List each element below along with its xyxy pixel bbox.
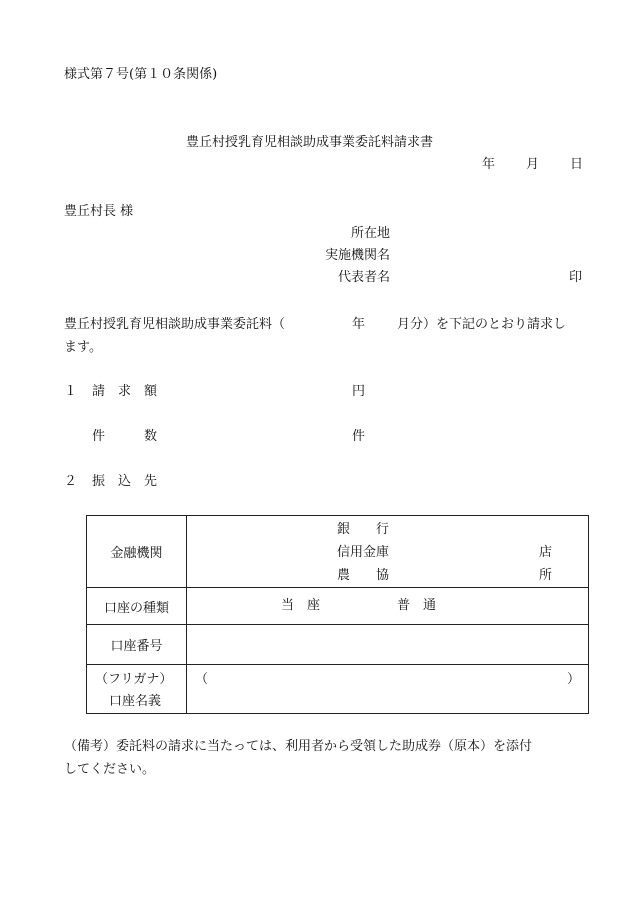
account-type-label: 口座の種類 [87, 588, 187, 625]
account-name-cell[interactable] [187, 665, 589, 714]
bank-transfer-table [86, 515, 589, 714]
furigana-label: （フリガナ） [95, 672, 173, 687]
representative-label: 代表者名 [338, 270, 391, 285]
option-ordinary: 普 通 [397, 598, 437, 613]
option-bank: 銀 行 [337, 522, 390, 537]
financial-institution-row [87, 516, 589, 588]
furigana-paren-open: （ [195, 672, 209, 687]
account-number-cell[interactable] [187, 625, 589, 665]
account-name-label-cell [87, 665, 187, 714]
option-nokyo: 農 協 [337, 568, 390, 583]
addressee: 豊丘村長 様 [64, 204, 134, 219]
date-day: 日 [570, 157, 584, 172]
account-name-row [87, 665, 589, 714]
form-number: 様式第７号(第１０条関係) [64, 67, 218, 82]
branch-office: 所 [539, 568, 553, 583]
request-line2: ます。 [64, 340, 102, 355]
date-year: 年 [482, 157, 496, 172]
note-line2: してください。 [64, 762, 156, 777]
count-unit: 件 [352, 429, 366, 444]
amount-unit: 円 [352, 384, 366, 399]
address-label: 所在地 [351, 226, 391, 241]
document-title: 豊丘村授乳育児相談助成事業委託料請求書 [186, 135, 434, 150]
count-label: 件 数 [92, 429, 158, 444]
seal-mark: 印 [569, 270, 583, 285]
furigana-paren-close: ） [567, 672, 581, 687]
request-line1-month-suffix: 月分）を下記のとおり請求し [397, 317, 567, 332]
branch-store: 店 [539, 545, 553, 560]
transfer-label: 振 込 先 [92, 474, 158, 489]
account-number-row [87, 625, 589, 665]
account-type-cell[interactable] [187, 588, 589, 625]
transfer-number: ２ [64, 474, 78, 489]
note-line1: （備考）委託料の請求に当たっては、利用者から受領した助成券（原本）を添付 [64, 739, 533, 754]
account-type-row [87, 588, 589, 625]
financial-institution-label: 金融機関 [87, 516, 187, 588]
date-month: 月 [526, 157, 540, 172]
account-name-label: 口座名義 [109, 694, 162, 709]
financial-institution-cell[interactable] [187, 516, 589, 588]
request-line1-prefix: 豊丘村授乳育児相談助成事業委託料（ [64, 317, 286, 332]
amount-label: 請 求 額 [92, 384, 158, 399]
request-line1-year: 年 [352, 317, 366, 332]
option-shinkin: 信用金庫 [337, 545, 390, 560]
account-number-label: 口座番号 [87, 625, 187, 665]
amount-number: １ [64, 384, 78, 399]
option-current: 当 座 [281, 598, 321, 613]
institution-label: 実施機関名 [325, 248, 391, 263]
